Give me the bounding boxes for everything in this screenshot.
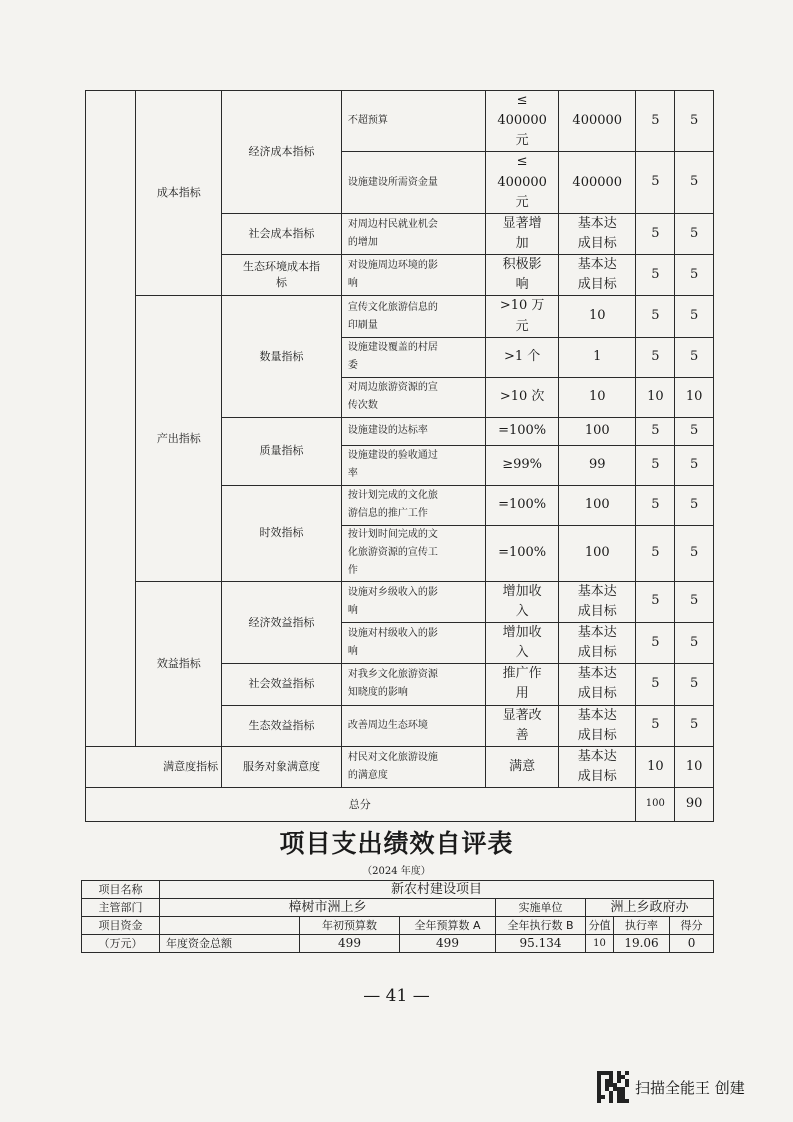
indicator-name: 设施对乡级收入的影 响 — [341, 581, 485, 622]
table-row — [86, 746, 714, 787]
got-score: 5 — [675, 337, 714, 377]
rate-value: 19.06 — [614, 935, 670, 953]
target-value: =100% — [486, 525, 559, 581]
dept-label: 主管部门 — [82, 899, 160, 917]
level3-indicator: 社会成本指标 — [222, 213, 342, 254]
full-value: 499 — [400, 935, 496, 953]
indicator-name: 对周边村民就业机会 的增加 — [341, 213, 485, 254]
score-value: 5 — [636, 337, 675, 377]
got-score: 10 — [675, 377, 714, 417]
form-title: 项目支出绩效自评表 — [279, 829, 514, 858]
level3-indicator: 服务对象满意度 — [222, 746, 342, 787]
level3-indicator: 数量指标 — [222, 296, 342, 417]
total-row — [86, 788, 714, 822]
actual-value: 10 — [559, 296, 636, 337]
total-score: 100 — [636, 788, 675, 822]
col-got: 得分 — [670, 917, 714, 935]
got-score: 5 — [675, 417, 714, 445]
level3-indicator: 生态效益指标 — [222, 705, 342, 746]
col-exec: 全年执行数 B — [496, 917, 586, 935]
indicator-name: 设施对村级收入的影 响 — [341, 622, 485, 663]
target-value: >10 万 元 — [486, 296, 559, 337]
funds-label: 项目资金 — [82, 917, 160, 935]
target-value: 增加收 入 — [486, 581, 559, 622]
got-score: 5 — [675, 255, 714, 296]
target-value: 增加收 入 — [486, 622, 559, 663]
score-value: 5 — [636, 705, 675, 746]
indicator-name: 对设施周边环境的影 响 — [341, 255, 485, 296]
project-name: 新农村建设项目 — [160, 881, 714, 899]
score-value: 5 — [636, 417, 675, 445]
got-score: 5 — [675, 152, 714, 213]
indicator-name: 改善周边生态环境 — [341, 705, 485, 746]
project-name-label: 项目名称 — [82, 881, 160, 899]
got-score: 5 — [675, 91, 714, 152]
target-value: =100% — [486, 485, 559, 525]
got-score: 5 — [675, 445, 714, 485]
level3-indicator: 社会效益指标 — [222, 664, 342, 705]
level2-indicator: 满意度指标 — [86, 746, 222, 787]
target-value: >10 次 — [486, 377, 559, 417]
target-value: 显著增 加 — [486, 213, 559, 254]
score-value: 5 — [636, 91, 675, 152]
form-year: （2024 年度） — [362, 866, 431, 877]
dept-value: 樟树市洲上乡 — [160, 899, 496, 917]
level3-indicator: 质量指标 — [222, 417, 342, 485]
level2-indicator: 产出指标 — [136, 296, 222, 581]
self-evaluation-table — [81, 880, 714, 953]
actual-value: 10 — [559, 377, 636, 417]
actual-value: 基本达 成目标 — [559, 213, 636, 254]
indicator-name: 设施建设覆盖的村居 委 — [341, 337, 485, 377]
actual-value: 基本达 成目标 — [559, 705, 636, 746]
table-row — [86, 296, 714, 337]
actual-value: 99 — [559, 445, 636, 485]
col-rate: 执行率 — [614, 917, 670, 935]
score-value: 5 — [636, 581, 675, 622]
level2-indicator: 效益指标 — [136, 581, 222, 746]
got-score: 10 — [675, 746, 714, 787]
indicator-name: 设施建设所需资金量 — [341, 152, 485, 213]
exec-value: 95.134 — [496, 935, 586, 953]
score-value: 10 — [636, 746, 675, 787]
got-score: 5 — [675, 581, 714, 622]
got-score: 5 — [675, 525, 714, 581]
table-row — [86, 91, 714, 152]
score-value: 5 — [636, 485, 675, 525]
watermark-text: 扫描全能王 创建 — [635, 1078, 745, 1097]
level3-indicator: 生态环境成本指 标 — [222, 255, 342, 296]
indicator-name: 村民对文化旅游设施 的满意度 — [341, 746, 485, 787]
target-value: 满意 — [486, 746, 559, 787]
actual-value: 1 — [559, 337, 636, 377]
target-value: 推广作 用 — [486, 664, 559, 705]
actual-value: 基本达 成目标 — [559, 622, 636, 663]
target-value: 积极影 响 — [486, 255, 559, 296]
annual-total-label: 年度资金总额 — [160, 935, 300, 953]
indicator-name: 按计划时间完成的文 化旅游资源的宣传工 作 — [341, 525, 485, 581]
blank-column — [86, 91, 136, 747]
performance-indicator-table — [85, 90, 714, 822]
score-value: 5 — [636, 152, 675, 213]
impl-label: 实施单位 — [496, 899, 586, 917]
col-score: 分值 — [586, 917, 614, 935]
score-value: 5 — [636, 296, 675, 337]
target-value: ≥99% — [486, 445, 559, 485]
score-value: 5 — [636, 664, 675, 705]
indicator-name: 按计划完成的文化旅 游信息的推广工作 — [341, 485, 485, 525]
score-value: 5 — [636, 213, 675, 254]
actual-value: 400000 — [559, 152, 636, 213]
got-score: 5 — [675, 705, 714, 746]
empty-cell — [160, 917, 300, 935]
col-full: 全年预算数 A — [400, 917, 496, 935]
col-init: 年初预算数 — [300, 917, 400, 935]
level2-indicator: 成本指标 — [136, 91, 222, 296]
target-value: 显著改 善 — [486, 705, 559, 746]
funds-unit: （万元） — [82, 935, 160, 953]
scanner-watermark — [597, 1069, 745, 1105]
total-got: 90 — [675, 788, 714, 822]
score-value: 5 — [636, 255, 675, 296]
got-score: 5 — [675, 296, 714, 337]
indicator-name: 设施建设的达标率 — [341, 417, 485, 445]
actual-value: 基本达 成目标 — [559, 581, 636, 622]
got-value: 0 — [670, 935, 714, 953]
score-value: 5 — [636, 525, 675, 581]
indicator-name: 不超预算 — [341, 91, 485, 152]
qr-code-icon — [597, 1071, 629, 1103]
target-value: ≤ 400000 元 — [486, 91, 559, 152]
actual-value: 基本达 成目标 — [559, 746, 636, 787]
score-value: 5 — [636, 622, 675, 663]
indicator-name: 宣传文化旅游信息的 印刷量 — [341, 296, 485, 337]
score-value: 5 — [636, 445, 675, 485]
score-value: 10 — [636, 377, 675, 417]
actual-value: 100 — [559, 485, 636, 525]
actual-value: 基本达 成目标 — [559, 255, 636, 296]
actual-value: 400000 — [559, 91, 636, 152]
level3-indicator: 经济成本指标 — [222, 91, 342, 214]
indicator-name: 对我乡文化旅游资源 知晓度的影响 — [341, 664, 485, 705]
got-score: 5 — [675, 664, 714, 705]
indicator-name: 对周边旅游资源的宣 传次数 — [341, 377, 485, 417]
actual-value: 100 — [559, 525, 636, 581]
indicator-name: 设施建设的验收通过 率 — [341, 445, 485, 485]
actual-value: 100 — [559, 417, 636, 445]
target-value: ≤ 400000 元 — [486, 152, 559, 213]
got-score: 5 — [675, 213, 714, 254]
got-score: 5 — [675, 622, 714, 663]
level3-indicator: 经济效益指标 — [222, 581, 342, 664]
total-label: 总分 — [86, 788, 636, 822]
impl-value: 洲上乡政府办 — [586, 899, 714, 917]
init-value: 499 — [300, 935, 400, 953]
score-value: 10 — [586, 935, 614, 953]
got-score: 5 — [675, 485, 714, 525]
target-value: =100% — [486, 417, 559, 445]
target-value: >1 个 — [486, 337, 559, 377]
page-number: — 41 — — [363, 986, 430, 1006]
table-row — [86, 581, 714, 622]
actual-value: 基本达 成目标 — [559, 664, 636, 705]
level3-indicator: 时效指标 — [222, 485, 342, 581]
